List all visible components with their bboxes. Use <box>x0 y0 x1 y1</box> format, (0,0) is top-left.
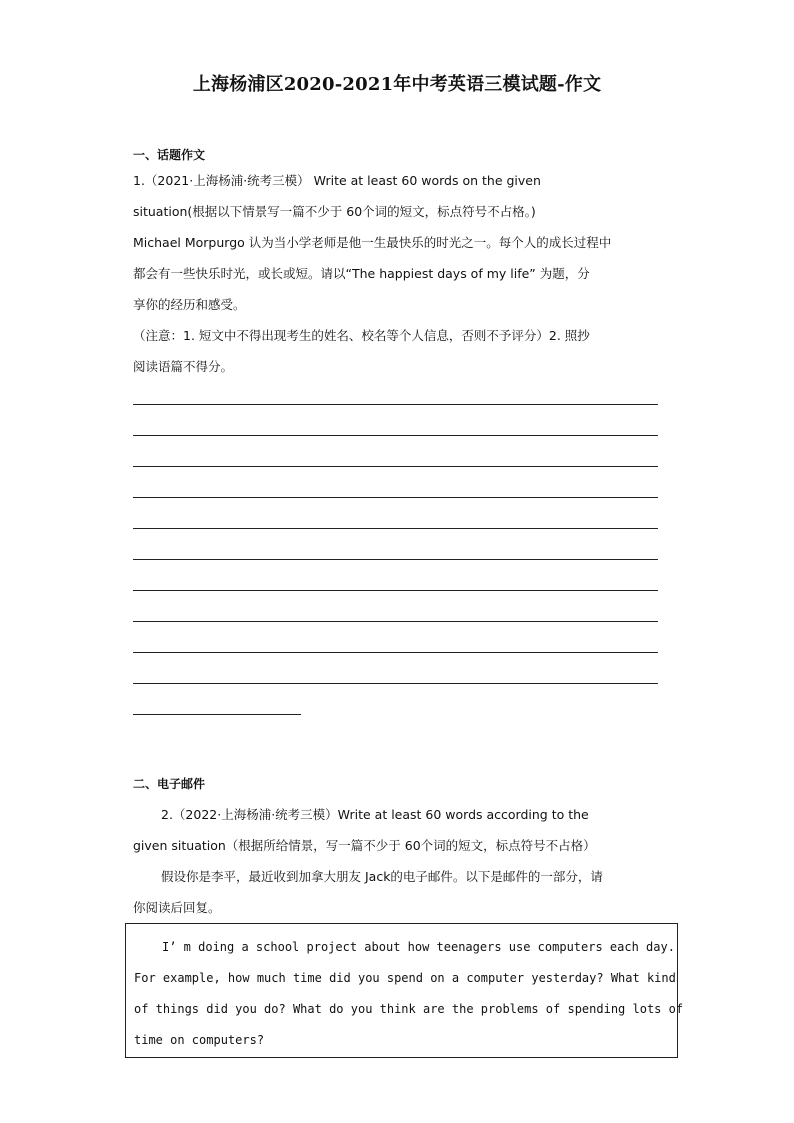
question-1-line: 享你的经历和感受。 <box>133 297 246 312</box>
question-1-line: （注意：1. 短文中不得出现考生的姓名、校名等个人信息，否则不予评分）2. 照抄 <box>133 328 590 343</box>
answer-line[interactable] <box>133 435 658 436</box>
answer-line[interactable] <box>133 528 658 529</box>
question-2-line: 2.（2022·上海杨浦·统考三模）Write at least 60 words according to the <box>161 807 589 822</box>
section-heading-topic-essay: 一、话题作文 <box>133 148 206 162</box>
page-title: 上海杨浦区2020-2021年中考英语三模试题-作文 <box>192 74 602 95</box>
answer-line[interactable] <box>133 404 658 405</box>
question-2-prompt <box>133 799 663 923</box>
question-1-line: situation(根据以下情景写一篇不少于 60个词的短文，标点符号不占格。) <box>133 204 536 219</box>
email-line: of things did you do? What do you think are the problems of spending lots of <box>134 1002 684 1016</box>
answer-line[interactable] <box>133 652 658 653</box>
answer-line-short[interactable] <box>133 714 301 715</box>
answer-line[interactable] <box>133 621 658 622</box>
question-2-line: 你阅读后回复。 <box>133 900 221 915</box>
email-excerpt-box <box>125 923 684 1058</box>
email-line: For example, how much time did you spend on a computer yesterday? What kind <box>134 971 676 985</box>
question-1-line: 都会有一些快乐时光，或长或短。请以“The happiest days of my life” 为题，分 <box>133 266 590 281</box>
answer-line[interactable] <box>133 559 658 560</box>
question-1-line: Michael Morpurgo 认为当小学老师是他一生最快乐的时光之一。每个人的成长过程中 <box>133 235 612 250</box>
section-heading-email: 二、电子邮件 <box>133 777 206 791</box>
answer-line[interactable] <box>133 683 658 684</box>
answer-line[interactable] <box>133 497 658 498</box>
question-2-line: 假设你是李平，最近收到加拿大朋友 Jack的电子邮件。以下是邮件的一部分，请 <box>161 869 603 884</box>
answer-line[interactable] <box>133 590 658 591</box>
question-1-line: 1.（2021·上海杨浦·统考三模） Write at least 60 words on the given <box>133 173 541 188</box>
question-2-line: given situation（根据所给情景，写一篇不少于 60个词的短文，标点符号不占格） <box>133 838 596 853</box>
question-1-prompt <box>133 165 663 382</box>
answer-writing-lines <box>133 404 658 745</box>
email-line: time on computers? <box>134 1033 265 1047</box>
email-line: I’ m doing a school project about how teenagers use computers each day. <box>162 940 675 954</box>
question-1-line: 阅读语篇不得分。 <box>133 359 234 374</box>
answer-line[interactable] <box>133 466 658 467</box>
